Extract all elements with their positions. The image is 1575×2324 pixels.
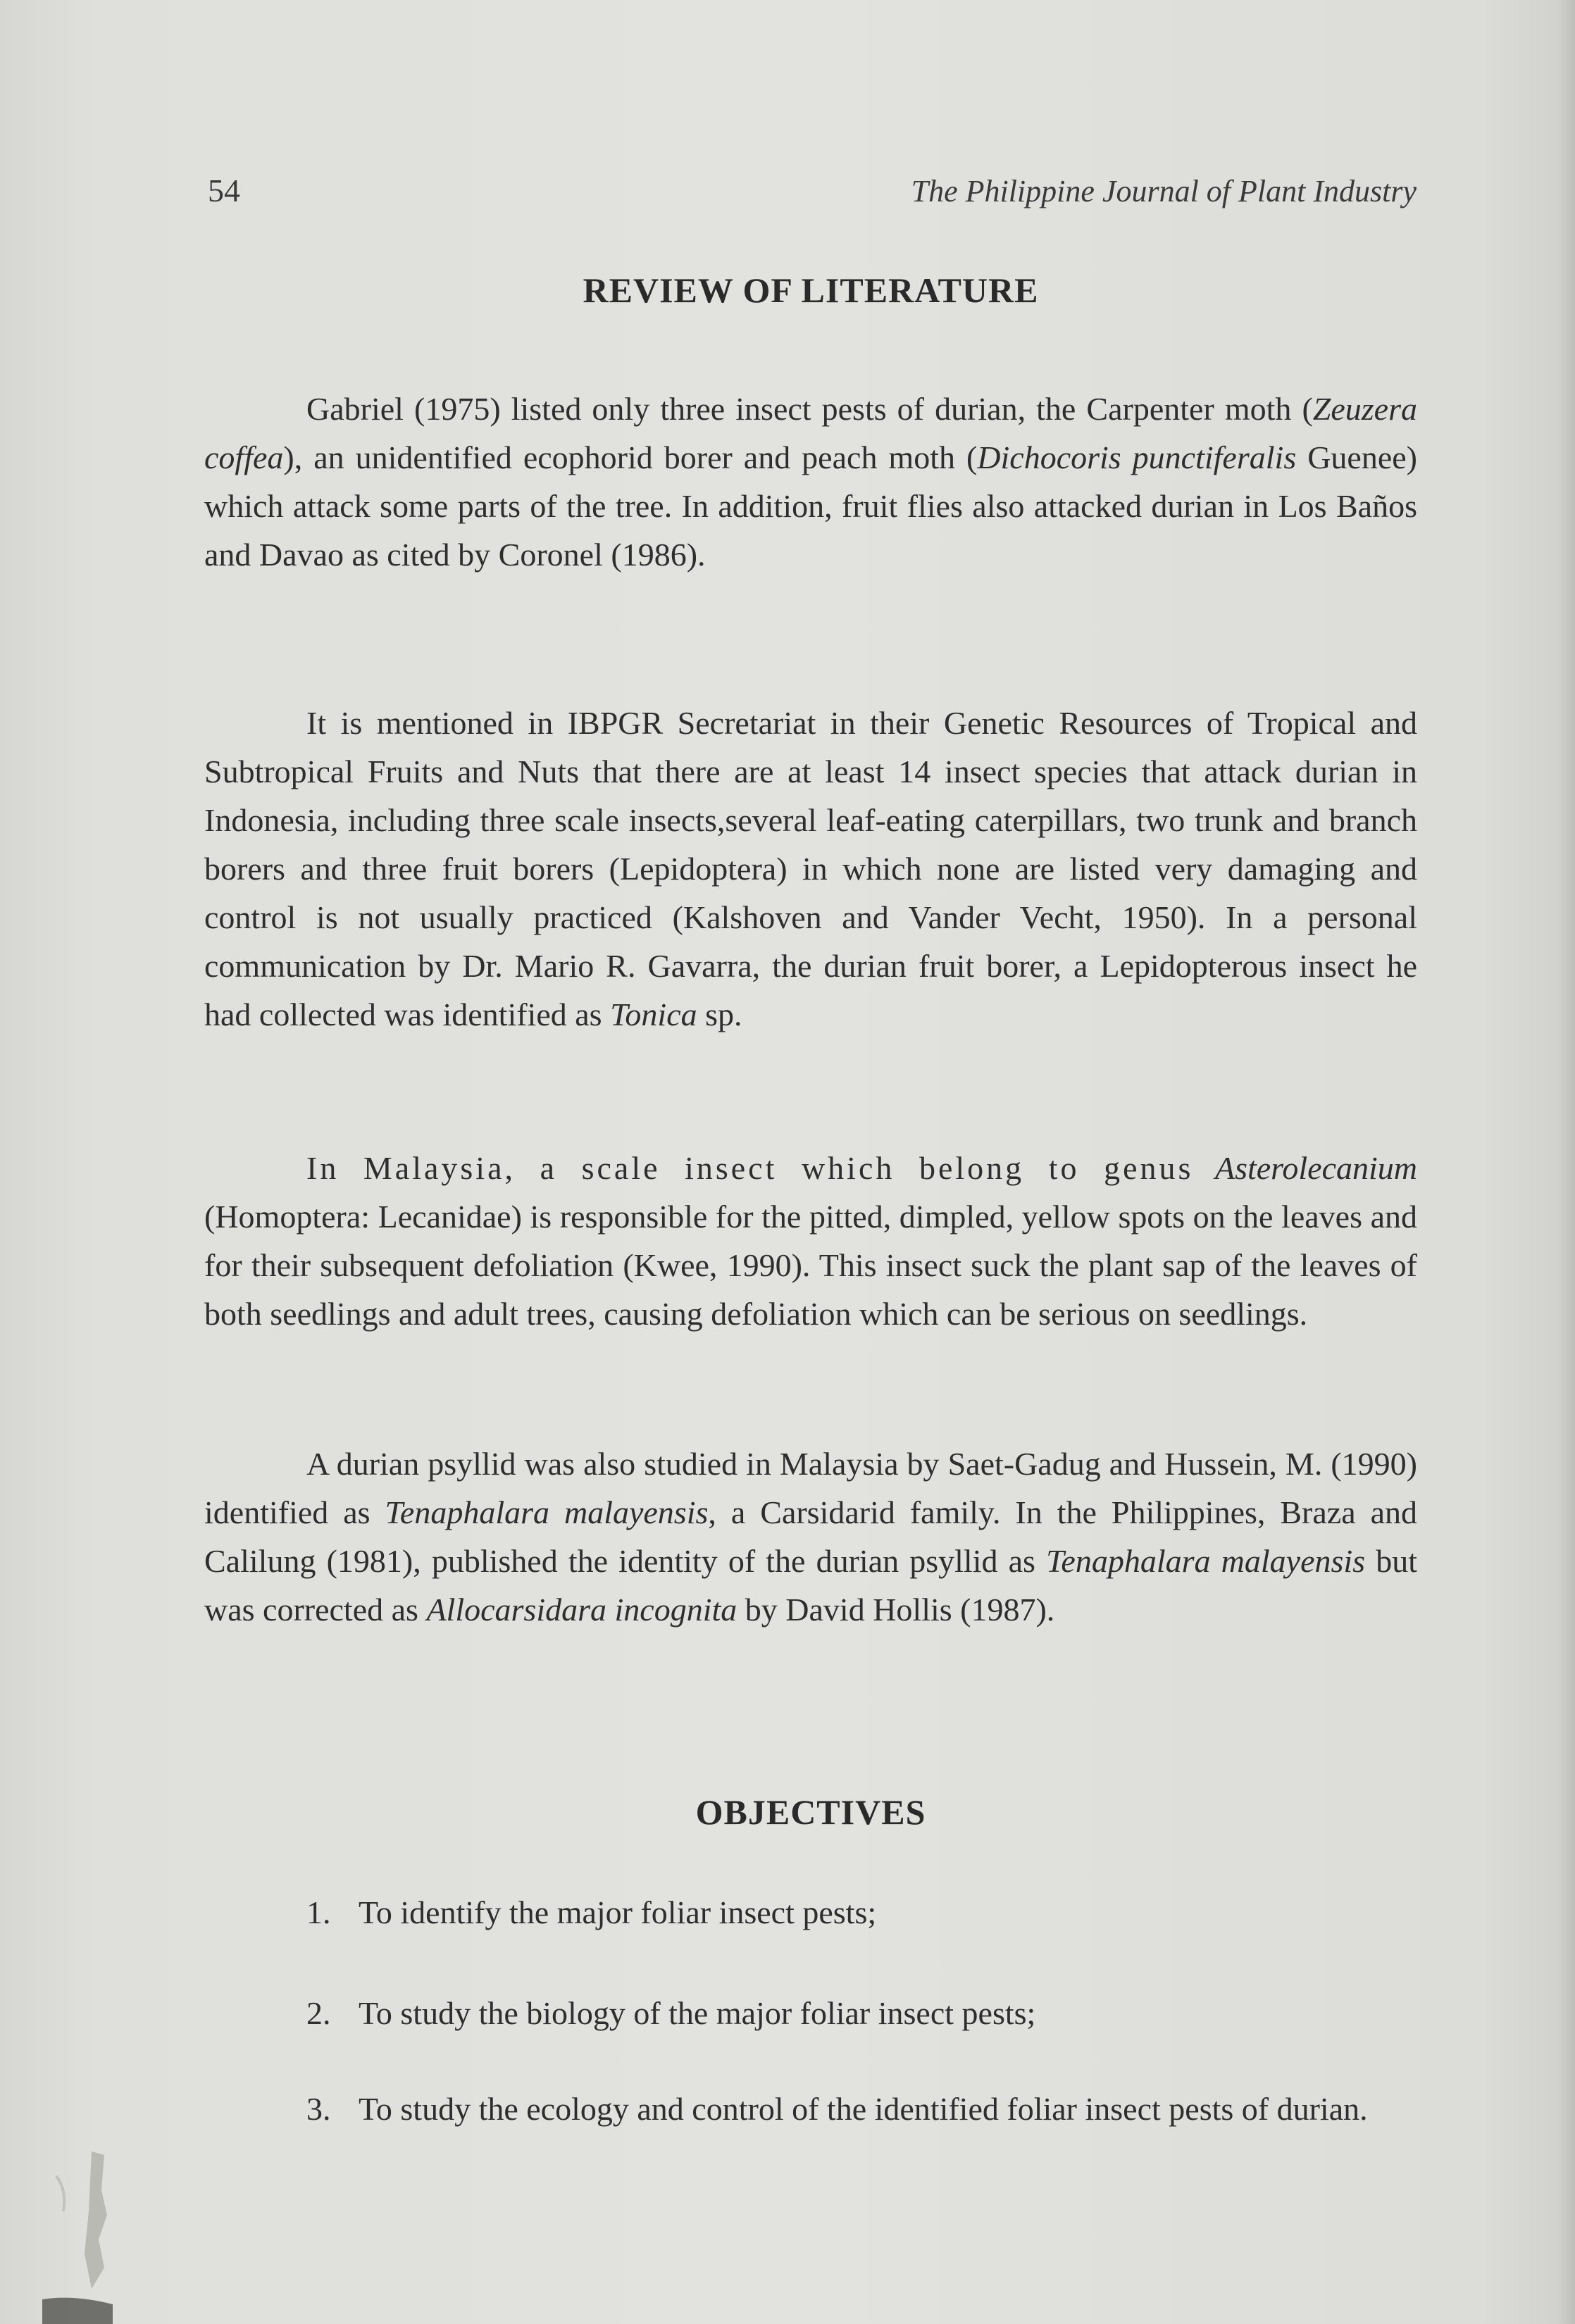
scan-smudge bbox=[42, 2148, 113, 2324]
running-head: The Philippine Journal of Plant Industry bbox=[911, 174, 1417, 208]
objective-number: 3. bbox=[306, 2091, 331, 2127]
objective-text: To study the biology of the major foliar insect pests; bbox=[359, 1995, 1036, 2031]
page-edge-shadow bbox=[1560, 0, 1575, 2324]
objective-item bbox=[306, 1989, 1417, 2037]
objective-item bbox=[306, 1888, 1417, 1937]
review-of-literature-heading: REVIEW OF LITERATURE bbox=[583, 270, 1039, 310]
paragraph-durian-psyllid: A durian psyllid was also studied in Malaysia by Saet-Gadug and Hussein, M. (1990) identified as Tenaphalara malayensis, a Carsidarid family. In the Philippines, Braza and Calilung (1981), published the identity of the durian psyllid as Tenaphalara malayensis but was corrected as Allocarsidara incognita by David Hollis (1987). bbox=[204, 1446, 1418, 1628]
objective-text: To identify the major foliar insect pests; bbox=[359, 1894, 877, 1930]
objective-number: 1. bbox=[306, 1894, 331, 1930]
paragraph-gabriel: Gabriel (1975) listed only three insect pests of durian, the Carpenter moth (Zeuzera coffea), an unidentified ecophorid borer and peach moth (Dichocoris punctiferalis Guenee) which attack some parts of the tree. In addition, fruit flies also attacked durian in Los Baños and Davao as cited by Coronel (1986). bbox=[204, 391, 1417, 573]
paragraph-ibpgr: It is mentioned in IBPGR Secretariat in their Genetic Resources of Tropical and Subtropical Fruits and Nuts that there are at least 14 insect species that attack durian in Indonesia, including three scale insects,several leaf-eating caterpillars, two trunk and branch borers and three fruit borers (Lepidoptera) in which none are listed very damaging and control is not usually practiced (Kalshoven and Vander Vecht, 1950). In a personal communication by Dr. Mario R. Gavarra, the durian fruit borer, a Lepidopterous insect he had collected was identified as Tonica sp. bbox=[204, 705, 1417, 1032]
page-number: 54 bbox=[208, 173, 240, 208]
paragraph-malaysia-scale: In Malaysia, a scale insect which belong to genus Asterolecanium (Homoptera: Lecanidae) is responsible for the pitted, dimpled, yellow spots on the leaves and for their subsequent defoliation (Kwee, 1990). This insect suck the plant sap of the leaves of both seedlings and adult trees, causing defoliation which can be serious on seedlings. bbox=[204, 1150, 1417, 1332]
objective-item bbox=[306, 2085, 1417, 2133]
objectives-heading: OBJECTIVES bbox=[695, 1792, 926, 1832]
objective-text: To study the ecology and control of the identified foliar insect pests of durian. bbox=[359, 2091, 1368, 2127]
objective-number: 2. bbox=[306, 1995, 331, 2031]
